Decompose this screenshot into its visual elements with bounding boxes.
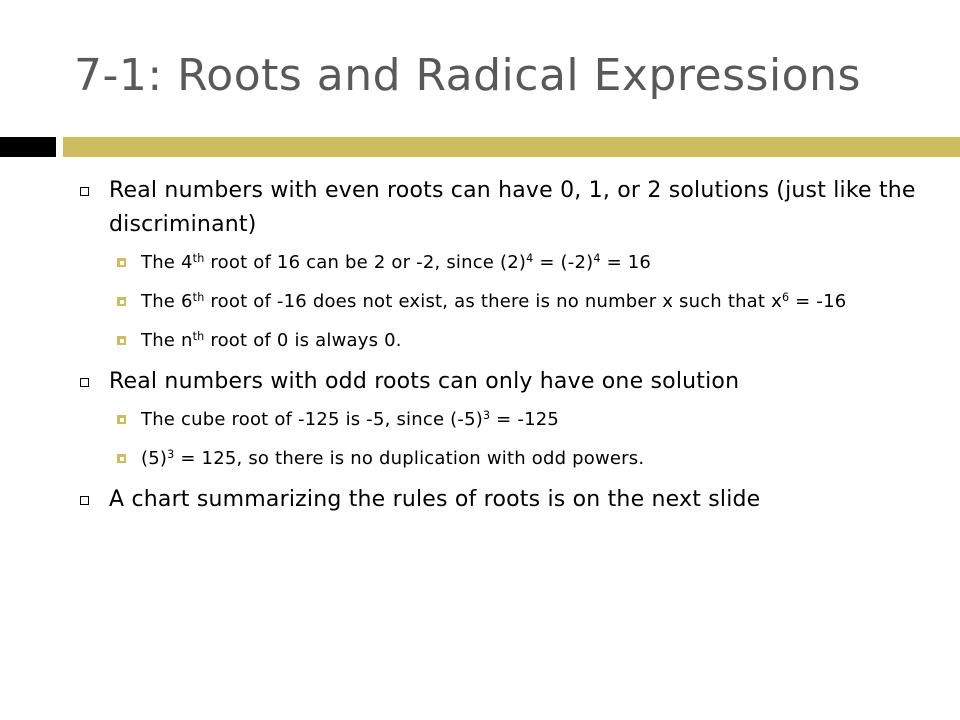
hollow-square-bullet-icon bbox=[80, 496, 89, 505]
sub-bullet-text: The 6th root of -16 does not exist, as there is no number x such that $x^6 = -16$ bbox=[141, 290, 847, 312]
bullet-text: A chart summarizing the rules of roots is on the next slide bbox=[109, 487, 761, 512]
title-underline-gold-bar bbox=[63, 137, 960, 157]
gold-square-bullet-icon bbox=[117, 454, 126, 463]
hollow-square-bullet-icon bbox=[80, 378, 89, 387]
bullet-chart-note bbox=[80, 483, 940, 517]
sub-bullet-text: The $n^{th}$ root of 0 is always 0. bbox=[141, 329, 402, 351]
sub-bullet-text: The cube root of -125 is -5, since $(-5)^3 = -125$ bbox=[141, 408, 560, 430]
sub-bullet-text: The 4th root of 16 can be 2 or -2, since $(2)^4 = (-2)^4 = 16$ bbox=[141, 251, 652, 273]
bullet-odd-roots bbox=[80, 365, 940, 399]
gold-square-bullet-icon bbox=[117, 415, 126, 424]
bullet-text: Real numbers with odd roots can only have one solution bbox=[109, 369, 740, 394]
sub-bullet-text: $(5)^3 = 125$, so there is no duplication with odd powers. bbox=[141, 447, 645, 469]
sub-bullet-odd-powers bbox=[117, 445, 940, 472]
sub-bullet-cube-root bbox=[117, 406, 940, 433]
gold-square-bullet-icon bbox=[117, 297, 126, 306]
bullet-even-roots bbox=[80, 174, 940, 242]
slide-title: 7-1: Roots and Radical Expressions bbox=[74, 50, 861, 101]
sub-bullet-nth-root bbox=[117, 327, 940, 354]
title-underline-black-bar bbox=[0, 137, 56, 157]
bullet-text: Real numbers with even roots can have 0, 1, or 2 solutions (just like the discriminant) bbox=[109, 178, 916, 237]
gold-square-bullet-icon bbox=[117, 336, 126, 345]
hollow-square-bullet-icon bbox=[80, 187, 89, 196]
gold-square-bullet-icon bbox=[117, 258, 126, 267]
slide-content bbox=[80, 174, 940, 517]
sub-bullet-fourth-root bbox=[117, 249, 940, 276]
sub-bullet-sixth-root bbox=[117, 288, 940, 315]
